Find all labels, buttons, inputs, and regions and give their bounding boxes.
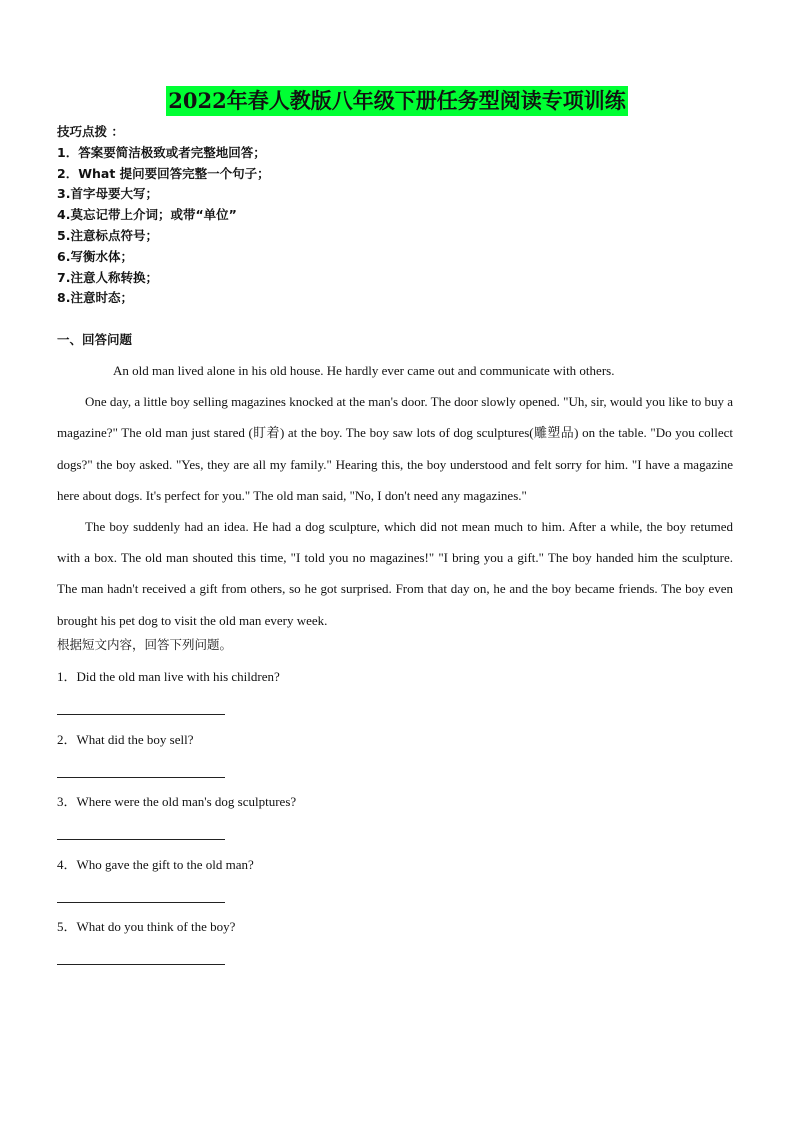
- question-item: [57, 854, 747, 917]
- question-text: 5．What do you think of the boy?: [57, 919, 236, 935]
- question-item: [57, 729, 747, 792]
- passage-paragraph-2: One day, a little boy selling magazines knocked at the man's door. The door slowly opened. "Uh, sir, would you like to buy a magazine?" The old man just stared (盯着) at the boy. The boy saw lots of dog sculptures(雕塑品) on the table. "Do you collect dogs?" the boy asked. "Yes, they are all my family." Hearing this, the boy understood and felt sorry for him. "I have a magazine here about dogs. It's perfect for you." The old man said, "No, I don't need any magazines.": [57, 394, 733, 503]
- tip-item-7: 7.注意人称转换；: [57, 269, 158, 285]
- tips-heading: 技巧点拨 ：: [57, 124, 124, 139]
- question-text: 2．What did the boy sell?: [57, 731, 194, 747]
- tip-item-5: 5.注意标点符号；: [57, 227, 158, 243]
- answer-blank[interactable]: [57, 839, 225, 840]
- passage-paragraph-1: An old man lived alone in his old house. He hardly ever came out and communicate with others.: [113, 363, 615, 378]
- page-title: 2022年春人教版八年级下册任务型阅读专项训练: [166, 86, 627, 116]
- passage-paragraph-3: The boy suddenly had an idea. He had a dog sculpture, which did not mean much to him. After a while, the boy retumed with a box. The old man shouted this time, "I told you no magazines!" "I bring you a gift." The boy handed him the sculpture. The man hadn't received a gift from others, so he got surprised. From that day on, he and the boy became friends. The boy even brought his pet dog to visit the old man every week.: [57, 519, 733, 628]
- tip-item-6: 6.写衡水体；: [57, 248, 133, 264]
- reading-passage: [57, 355, 733, 636]
- title-container: [0, 86, 794, 116]
- section-heading: 一、回答问题: [57, 332, 133, 347]
- tip-item-1: 1．答案要简洁极致或者完整地回答；: [57, 144, 266, 160]
- tip-item-8: 8.注意时态；: [57, 290, 133, 306]
- question-item: [57, 916, 747, 979]
- question-instruction: 根据短文内容，回答下列问题。: [57, 637, 233, 652]
- question-item: [57, 791, 747, 854]
- question-item: [57, 666, 747, 729]
- question-text: 3．Where were the old man's dog sculptures?: [57, 794, 297, 810]
- tip-item-3: 3.首字母要大写；: [57, 186, 158, 202]
- question-text: 1．Did the old man live with his children?: [57, 669, 280, 684]
- answer-blank[interactable]: [57, 714, 225, 715]
- tip-item-2: 2．What 提问要回答完整一个句子；: [57, 165, 270, 181]
- answer-blank[interactable]: [57, 902, 225, 903]
- question-text: 4．Who gave the gift to the old man?: [57, 856, 254, 872]
- question-list: [57, 666, 747, 979]
- answer-blank[interactable]: [57, 964, 225, 965]
- tip-item-4: 4.莫忘记带上介词；或带“单位”: [57, 207, 237, 223]
- answer-blank[interactable]: [57, 777, 225, 778]
- tips-block: [57, 122, 747, 309]
